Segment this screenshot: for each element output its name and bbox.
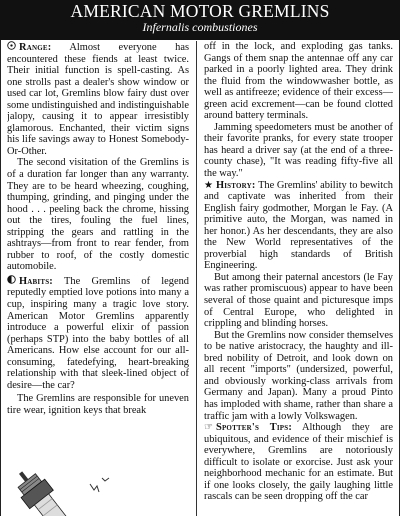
right-paragraph-5: But the Gremlins now consider themselves to be native aristocracy, the haughty and ill-bred nobility of Detroit, and look down on all recent "imports" (undersized, powerful, and obviously working-class arrivals from Germany and Japan). Many a proud Pinto has imploded with shame, rather than share a traffic jam with a lowly Volkswagen. — [204, 329, 393, 422]
left-paragraph-4: The Gremlins are responsible for uneven tire wear, ignition keys that break — [7, 393, 189, 416]
habits-heading: Habits: — [19, 275, 53, 287]
range-text: Almost everyone has encountered these fiends at least twice. Their initial function is spell-casting. As one strolls past a dealer's show window or used car lot, Gremlins blow fairy dust over some undistinguished and indistinguishable jalopy, causing it to appear irresistibly glamorous. Enchanted, their victim signs his life savings away to Honest Somebody-Or-Other. — [7, 42, 189, 157]
range-paragraph — [7, 41, 189, 157]
spotters-text: Although they are ubiquitous, and evidence of their mischief is everywhere, Gremlins are notoriously difficult to isolate or exorcise. Just ask your neighborhood mechanic for an estimate. But if one looks closely, the gaily laughing little rascals can be seen dropping off the car — [204, 422, 393, 503]
history-text: The Gremlins' ability to bewitch and captivate was inherited from their English fairy godmother, Morgan le Fay. (A primitive auto, the Morgan, was named in her honor.) As her descendants, they are also the New World representatives of the proverbial high standards of British Engineering. — [204, 179, 393, 272]
right-paragraph-1: off in the lock, and exploding gas tanks. Gangs of them snap the antennae off any car parked in a poorly lighted area. They drink the fluid from the windowwasher bottle, as well as antifreeze; evidence of their excess—green acid excrement—can be found clotted around battery terminals. — [204, 41, 393, 122]
pointing-hand-icon: ☞ — [204, 422, 213, 434]
range-heading: Range: — [19, 42, 52, 53]
left-frame-rule — [0, 40, 1, 516]
left-column — [7, 41, 189, 417]
page-subtitle: Infernalis combustiones — [142, 20, 258, 34]
circle-dot-icon — [7, 41, 16, 54]
column-divider — [196, 41, 197, 516]
left-paragraph-2: The second visitation of the Gremlins is of a duration far longer than any warranty. They are to be heard wheezing, coughing, thumping, grinding, and pinging under the hood . . . peeling back the chrome, hissing out the tires, fouling the fuel lines, stripping the gears and rattling in the ashtrays—from front to rear fender, from rubber to roof, of the costly domestic automobile. — [7, 157, 189, 273]
right-paragraph-4: But among their paternal ancestors (le Fay was rather promiscuous) appear to have been several of those quaint and picturesque imps of Central Europe, who delighted in crippling and blinding horses. — [204, 271, 393, 330]
page-header — [0, 0, 400, 40]
star-icon: ★ — [204, 179, 213, 191]
spark-plug-illustration — [2, 464, 182, 516]
article-body — [7, 41, 393, 516]
spotters-paragraph — [204, 422, 393, 503]
half-circle-icon — [7, 275, 16, 288]
right-column — [204, 41, 393, 503]
history-heading: History: — [215, 179, 256, 191]
page-title: AMERICAN MOTOR GREMLINS — [70, 1, 330, 21]
spotters-heading: Spotter's Tips: — [215, 422, 292, 434]
history-paragraph — [204, 180, 393, 272]
habits-text: The Gremlins of legend reputedly emptied love potions into many a cup, inspiring many a tragic love story. American Motor Gremlins apparently introduce a powerful elixir of passion (perhaps STP) into the baby bottles of all Americans. How else account for our all-consuming, fatedefying, heart-breaking relationship with that sleek-lined object of desire—the car? — [7, 275, 189, 391]
habits-paragraph — [7, 275, 189, 391]
right-paragraph-2: Jamming speedometers must be another of their favorite pranks, for every state trooper has heard a driver say (at the end of a three-county chase), "It was reading fifty-five all the way." — [204, 121, 393, 180]
